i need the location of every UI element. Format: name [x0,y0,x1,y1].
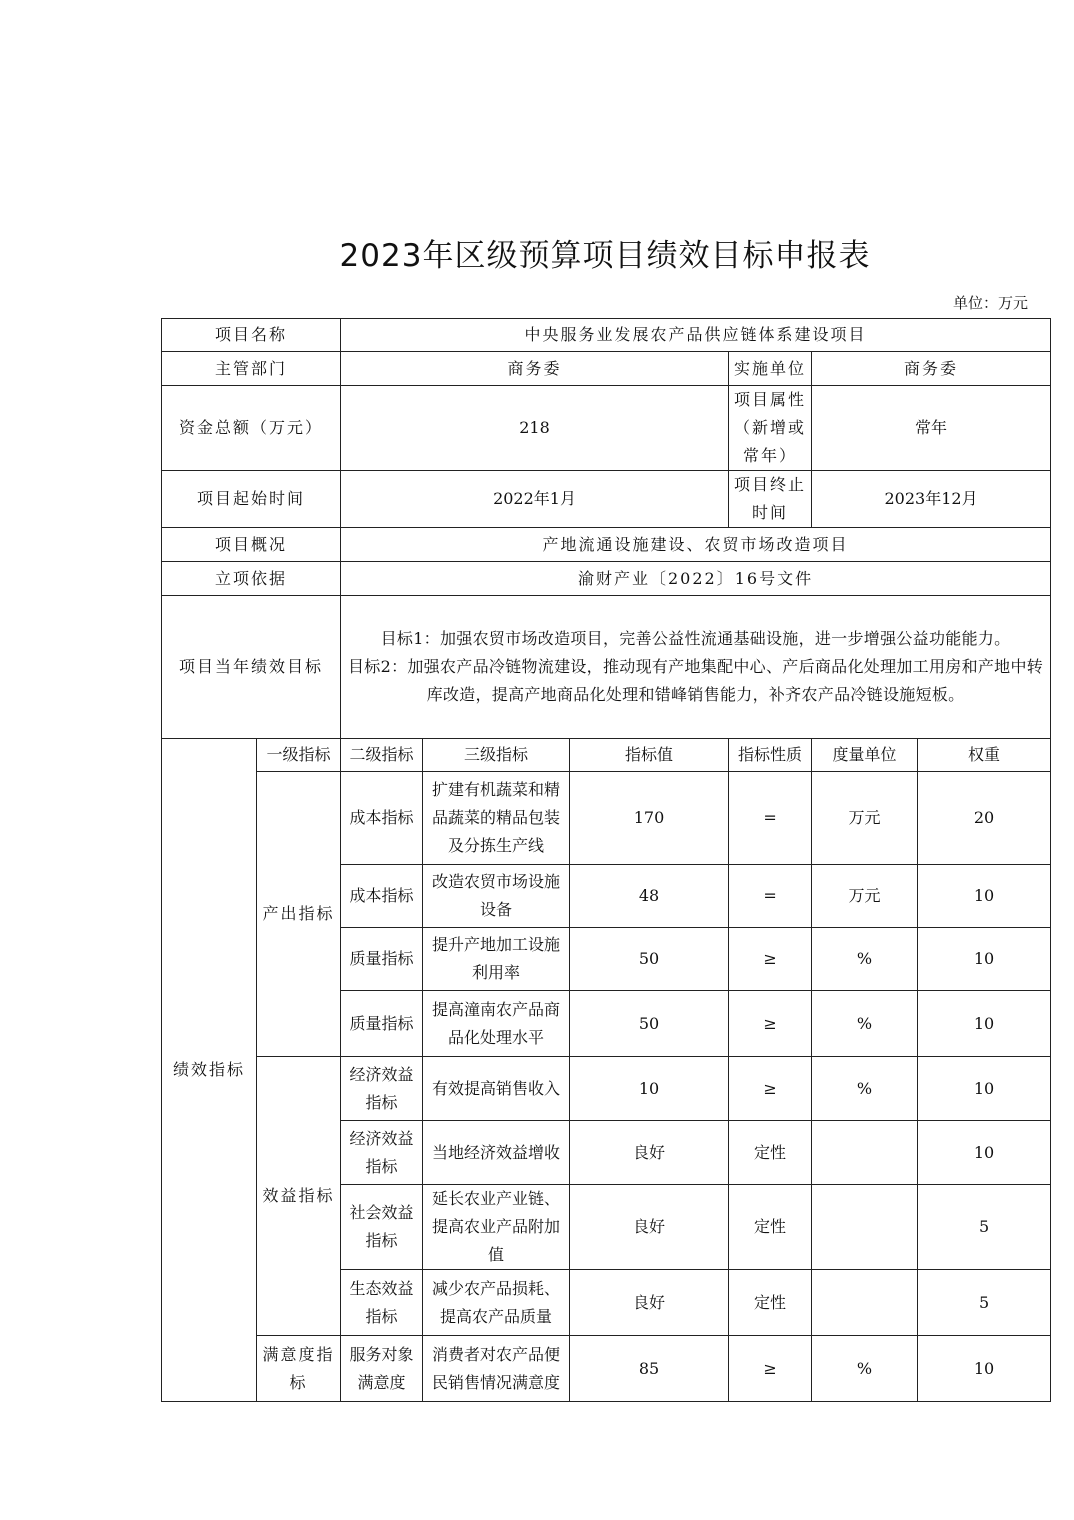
row-indicator-header [162,739,1051,772]
nature-cell: ≥ [729,991,812,1057]
row-period [162,471,1051,528]
level2-cell: 经济效益指标 [341,1121,423,1185]
attr-value: 常年 [812,386,1051,471]
value-cell: 良好 [570,1270,729,1336]
impl-value: 商务委 [812,352,1051,386]
weight-cell: 5 [918,1185,1051,1270]
goal-text [341,596,1051,739]
row-overview [162,528,1051,562]
fund-label: 资金总额（万元） [162,386,341,471]
header-unit: 度量单位 [812,739,918,772]
table-row [162,1057,1051,1121]
nature-cell: = [729,772,812,865]
impl-label: 实施单位 [729,352,812,386]
level3-cell: 减少农产品损耗、提高农产品质量 [423,1270,570,1336]
unit-cell: % [812,928,918,991]
basis-value: 渝财产业〔2022〕16号文件 [341,562,1051,596]
start-value: 2022年1月 [341,471,729,528]
nature-cell: 定性 [729,1185,812,1270]
unit-label: 单位：万元 [952,294,1028,312]
weight-cell: 20 [918,772,1051,865]
unit-cell [812,1185,918,1270]
page-title: 2023年区级预算项目绩效目标申报表 [339,238,871,274]
overview-label: 项目概况 [162,528,341,562]
level2-cell: 成本指标 [341,865,423,928]
goal-label: 项目当年绩效目标 [162,596,341,739]
level1-benefit: 效益指标 [257,1057,341,1336]
value-cell: 48 [570,865,729,928]
value-cell: 良好 [570,1121,729,1185]
level3-cell: 提高潼南农产品商品化处理水平 [423,991,570,1057]
weight-cell: 10 [918,991,1051,1057]
dept-label: 主管部门 [162,352,341,386]
level1-satisfaction: 满意度指标 [257,1336,341,1402]
table-row [162,1336,1051,1402]
level3-cell: 扩建有机蔬菜和精品蔬菜的精品包装及分拣生产线 [423,772,570,865]
level2-cell: 服务对象满意度 [341,1336,423,1402]
header-level1: 一级指标 [257,739,341,772]
level3-cell: 延长农业产业链、提高农业产品附加值 [423,1185,570,1270]
nature-cell: 定性 [729,1270,812,1336]
header-level2: 二级指标 [341,739,423,772]
level1-output: 产出指标 [257,772,341,1057]
nature-cell: 定性 [729,1121,812,1185]
project-name-value: 中央服务业发展农产品供应链体系建设项目 [341,319,1051,352]
unit-cell: % [812,991,918,1057]
attr-label: 项目属性（新增或常年） [729,386,812,471]
end-value: 2023年12月 [812,471,1051,528]
level3-cell: 消费者对农产品便民销售情况满意度 [423,1336,570,1402]
header-weight: 权重 [918,739,1051,772]
unit-cell: 万元 [812,865,918,928]
fund-value: 218 [341,386,729,471]
weight-cell: 5 [918,1270,1051,1336]
header-nature: 指标性质 [729,739,812,772]
unit-cell: 万元 [812,772,918,865]
weight-cell: 10 [918,1121,1051,1185]
goal-line-1: 目标1：加强农贸市场改造项目，完善公益性流通基础设施，进一步增强公益功能能力。 [380,629,1011,648]
nature-cell: = [729,865,812,928]
header-value: 指标值 [570,739,729,772]
row-basis [162,562,1051,596]
row-department [162,352,1051,386]
nature-cell: ≥ [729,1336,812,1402]
dept-value: 商务委 [341,352,729,386]
value-cell: 10 [570,1057,729,1121]
unit-cell [812,1270,918,1336]
weight-cell: 10 [918,1336,1051,1402]
level3-cell: 当地经济效益增收 [423,1121,570,1185]
level3-cell: 改造农贸市场设施设备 [423,865,570,928]
header-level3: 三级指标 [423,739,570,772]
value-cell: 50 [570,991,729,1057]
level2-cell: 质量指标 [341,928,423,991]
unit-cell [812,1121,918,1185]
row-fund [162,386,1051,471]
weight-cell: 10 [918,1057,1051,1121]
overview-value: 产地流通设施建设、农贸市场改造项目 [341,528,1051,562]
level3-cell: 提升产地加工设施利用率 [423,928,570,991]
unit-cell: % [812,1336,918,1402]
unit-cell: % [812,1057,918,1121]
nature-cell: ≥ [729,1057,812,1121]
level2-cell: 成本指标 [341,772,423,865]
start-label: 项目起始时间 [162,471,341,528]
table-row [162,772,1051,865]
nature-cell: ≥ [729,928,812,991]
value-cell: 85 [570,1336,729,1402]
level2-cell: 生态效益指标 [341,1270,423,1336]
value-cell: 良好 [570,1185,729,1270]
row-project-name [162,319,1051,352]
basis-label: 立项依据 [162,562,341,596]
value-cell: 50 [570,928,729,991]
value-cell: 170 [570,772,729,865]
weight-cell: 10 [918,928,1051,991]
performance-form-table [161,318,1051,1402]
end-label: 项目终止时间 [729,471,812,528]
level3-cell: 有效提高销售收入 [423,1057,570,1121]
level2-cell: 社会效益指标 [341,1185,423,1270]
level2-cell: 经济效益指标 [341,1057,423,1121]
indicator-group-label: 绩效指标 [162,739,257,1402]
weight-cell: 10 [918,865,1051,928]
row-goal [162,596,1051,739]
project-name-label: 项目名称 [162,319,341,352]
goal-line-2: 目标2：加强农产品冷链物流建设，推动现有产地集配中心、产后商品化处理加工用房和产地中转库改造，提高产地商品化处理和错峰销售能力，补齐农产品冷链设施短板。 [347,657,1044,704]
level2-cell: 质量指标 [341,991,423,1057]
